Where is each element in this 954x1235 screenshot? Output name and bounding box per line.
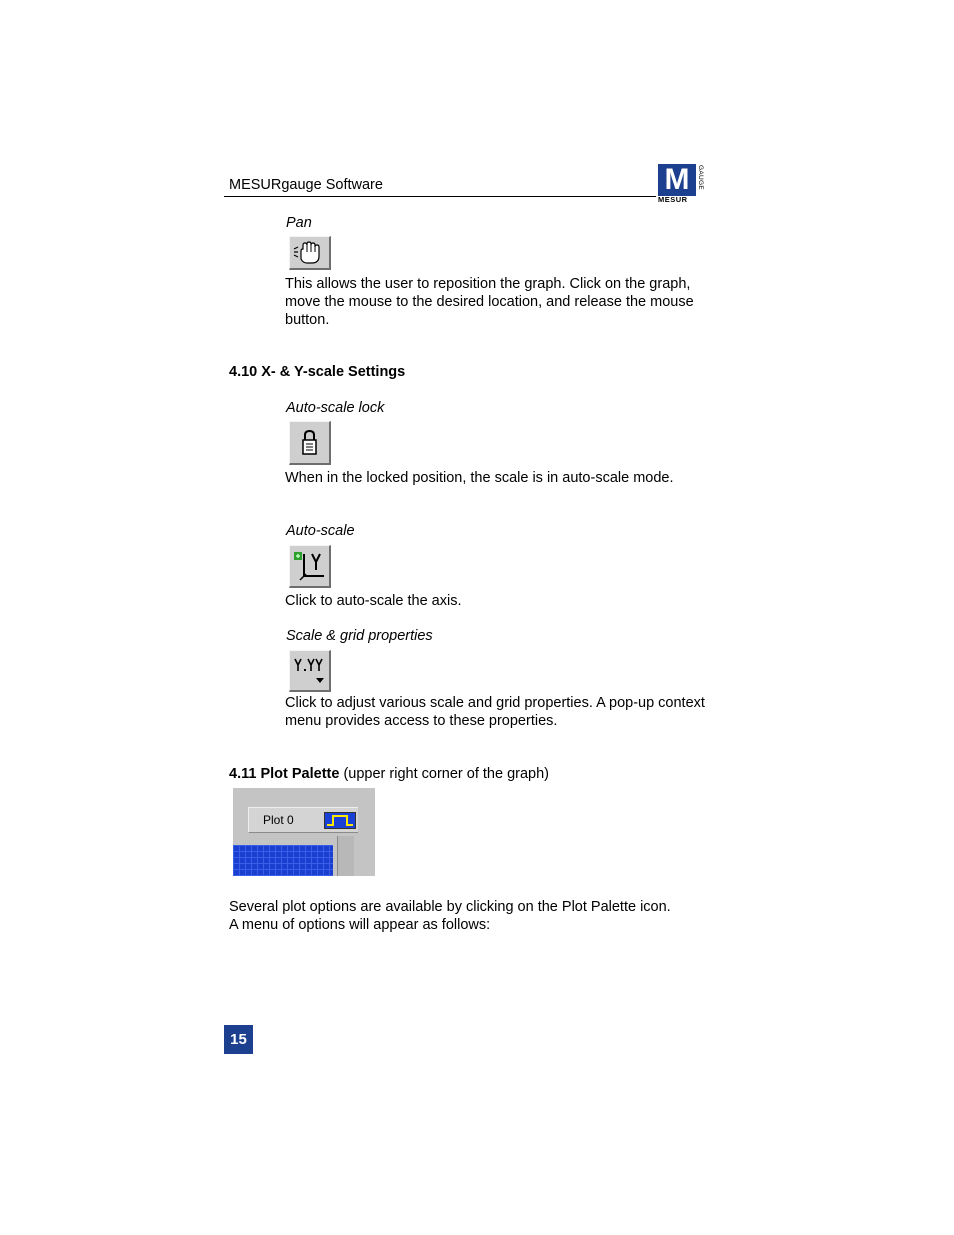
plot-area bbox=[233, 845, 333, 876]
pan-button bbox=[289, 236, 331, 270]
mesurgauge-logo bbox=[658, 164, 704, 204]
autoscale-description: Click to auto-scale the axis. bbox=[285, 593, 462, 609]
logo-word: MESUR bbox=[658, 195, 688, 204]
autoscale-lock-description: When in the locked position, the scale is in auto-scale mode. bbox=[285, 470, 674, 486]
autoscale-lock-button bbox=[289, 421, 331, 465]
header-title: MESURgauge Software bbox=[229, 177, 383, 193]
hand-icon bbox=[290, 237, 329, 268]
scale-format-icon bbox=[290, 651, 329, 690]
section-4-11-subtitle: (upper right corner of the graph) bbox=[339, 766, 549, 782]
logo-side-text: GAUGE bbox=[697, 165, 704, 190]
scale-grid-button bbox=[289, 650, 331, 692]
autoscale-lock-label: Auto-scale lock bbox=[286, 400, 385, 416]
logo-letter: M bbox=[658, 164, 696, 196]
autoscale-button bbox=[289, 545, 331, 588]
pan-description: This allows the user to reposition the graph. Click on the graph, move the mouse to the desired location, and release the mouse button. bbox=[285, 276, 694, 328]
scale-grid-description: Click to adjust various scale and grid properties. A pop-up context menu provides access to these properties. bbox=[285, 695, 705, 729]
pan-label: Pan bbox=[286, 215, 312, 231]
plot-legend bbox=[248, 807, 358, 833]
header-divider bbox=[224, 196, 656, 197]
section-4-10-heading: 4.10 X- & Y-scale Settings bbox=[229, 364, 406, 380]
page-number: 15 bbox=[224, 1025, 253, 1054]
plot-line-swatch-icon bbox=[324, 812, 356, 829]
autoscale-label: Auto-scale bbox=[286, 523, 355, 539]
plot-legend-label: Plot 0 bbox=[263, 813, 294, 827]
autoscale-y-icon bbox=[290, 546, 329, 586]
section-4-11-title: 4.11 Plot Palette bbox=[229, 766, 340, 782]
lock-icon bbox=[290, 422, 329, 463]
plot-palette-screenshot bbox=[233, 788, 375, 876]
scale-grid-label: Scale & grid properties bbox=[286, 628, 433, 644]
palette-frame bbox=[337, 836, 354, 876]
plot-palette-description: Several plot options are available by clicking on the Plot Palette icon. A menu of options will appear as follows: bbox=[229, 899, 671, 933]
section-4-11-heading bbox=[229, 766, 549, 782]
